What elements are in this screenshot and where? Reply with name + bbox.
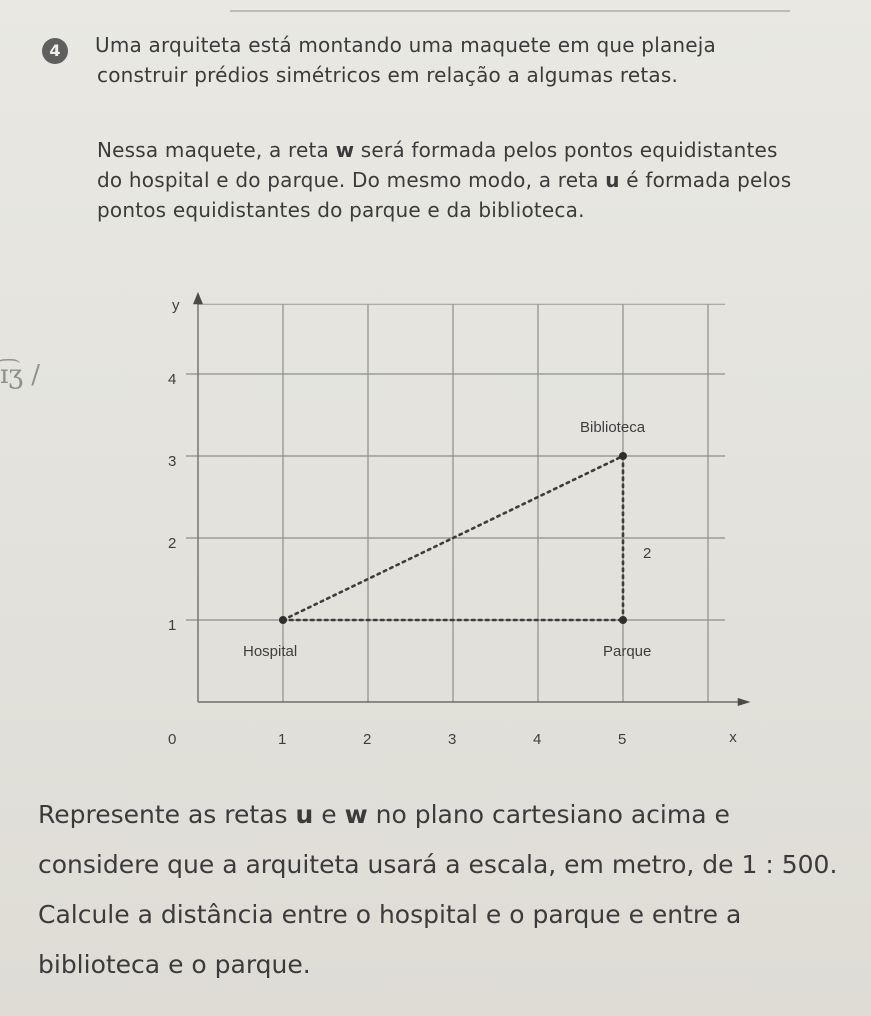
x-tick-label: 0 — [168, 731, 177, 748]
margin-handwriting: ɪ͡ʒ / — [0, 360, 41, 390]
point-biblioteca — [619, 452, 627, 460]
y-tick-label: 3 — [168, 453, 177, 470]
task-paragraph — [38, 790, 858, 990]
x-tick-label: 4 — [533, 731, 542, 748]
point-label-hospital: Hospital — [243, 643, 298, 660]
question-number-badge: 4 — [42, 38, 68, 64]
x-axis-label: x — [729, 729, 737, 746]
y-tick-label: 2 — [168, 535, 177, 552]
task-line-w: w — [344, 800, 368, 829]
point-hospital — [279, 616, 287, 624]
segment-length-label: 2 — [643, 545, 652, 562]
point-parque — [619, 616, 627, 624]
y-axis-label: y — [172, 297, 180, 315]
intro-text-1: Uma arquiteta está montando uma maquete em que planeja construir prédios simétricos em relação a algumas retas. — [95, 33, 716, 87]
intro-text-2b: será formada pelos pontos equidistantes do hospital e do parque. Do mesmo modo, a reta — [97, 138, 778, 192]
task-line-u: u — [295, 800, 314, 829]
task-text-c: no plano cartesiano acima e considere que a arquiteta usará a escala, em metro, de 1 : 500. Calcule a distância entre o hospital e o parque e entre a biblioteca e o parque. — [38, 800, 838, 979]
x-tick-label: 2 — [363, 731, 372, 748]
task-text-b: e — [313, 800, 345, 829]
line-w-label: w — [335, 138, 355, 162]
x-tick-label: 3 — [448, 731, 457, 748]
y-tick-label: 1 — [168, 617, 177, 634]
task-text-a: Represente as retas — [38, 800, 296, 829]
intro-text-2a: Nessa maquete, a reta — [97, 138, 336, 162]
point-label-parque: Parque — [603, 643, 652, 660]
x-tick-label: 5 — [618, 731, 627, 748]
line-u-label: u — [605, 168, 620, 192]
x-tick-label: 1 — [278, 731, 287, 748]
intro-text-2c: é formada pelos pontos equidistantes do parque e da biblioteca. — [97, 168, 792, 222]
point-label-biblioteca: Biblioteca — [580, 419, 646, 436]
y-tick-label: 4 — [168, 371, 177, 388]
y-axis-arrowhead — [193, 292, 203, 304]
x-axis-arrowhead — [738, 698, 751, 706]
